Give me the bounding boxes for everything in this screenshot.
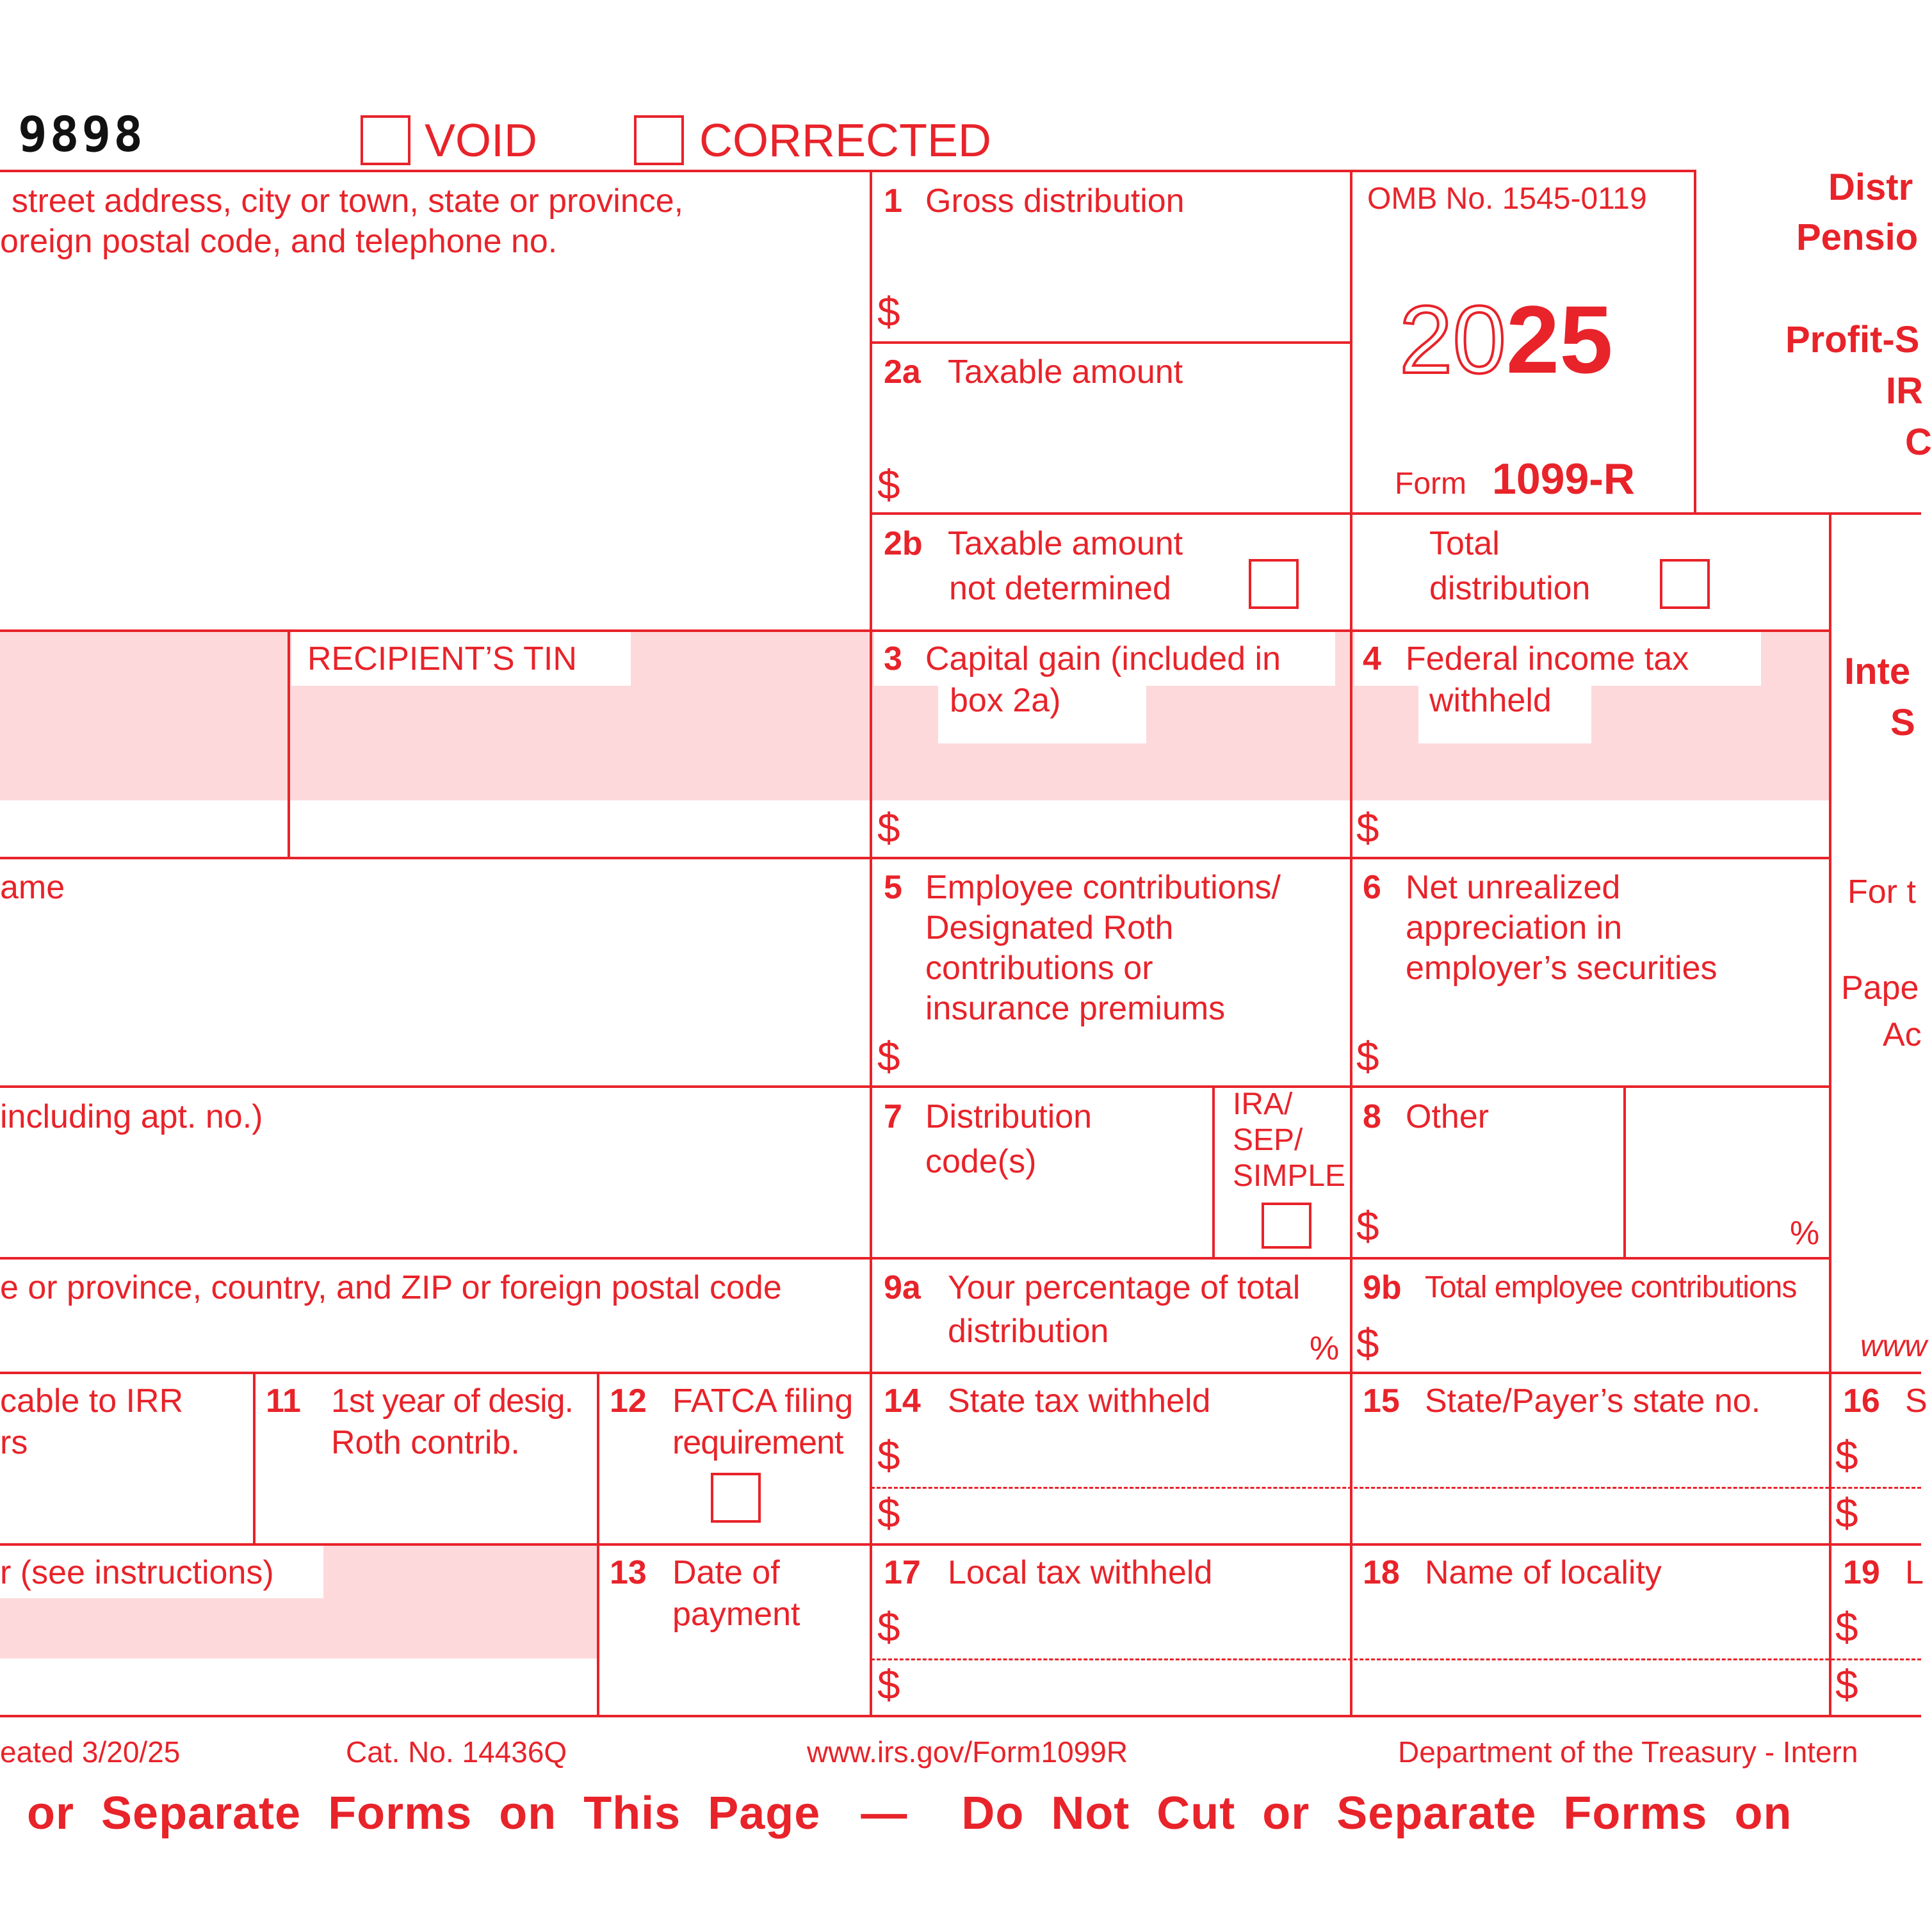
line-b2a-bottom — [871, 512, 1696, 515]
box12-number: 12 — [610, 1382, 647, 1420]
box13-number: 13 — [610, 1554, 647, 1591]
box16-dollar1: $ — [1835, 1432, 1858, 1479]
box14-dollar2: $ — [877, 1490, 900, 1536]
line-tin-bottom — [0, 857, 1830, 859]
box18-input2[interactable] — [1358, 1664, 1825, 1712]
line-form-bottom — [0, 1715, 1921, 1717]
box2b-label1: Taxable amount — [948, 525, 1183, 562]
box4-input[interactable] — [1390, 804, 1825, 852]
void-checkbox[interactable] — [361, 115, 410, 165]
box13-label1: Date of — [672, 1554, 780, 1591]
box8-percent-input[interactable] — [1630, 1203, 1783, 1251]
corrected-label: CORRECTED — [699, 115, 992, 166]
box15-number: 15 — [1363, 1382, 1400, 1420]
box5-label4: insurance premiums — [925, 990, 1226, 1027]
payer-tin-input[interactable] — [0, 634, 285, 852]
box4-number: 4 — [1363, 640, 1381, 677]
line-v-omb-right — [1694, 170, 1696, 512]
box8-input[interactable] — [1390, 1203, 1617, 1251]
box5-label2: Designated Roth — [925, 909, 1174, 946]
box8-label: Other — [1406, 1098, 1490, 1135]
total-dist-checkbox[interactable] — [1660, 559, 1710, 609]
box11-input[interactable] — [263, 1466, 592, 1540]
footer-url: www.irs.gov/Form1099R — [807, 1735, 1128, 1769]
line-v-right — [1829, 512, 1831, 1372]
line-v-mid — [1350, 170, 1352, 1715]
box9a-label1: Your percentage of total — [948, 1269, 1301, 1306]
box2a-dollar: $ — [877, 462, 900, 508]
box5-input[interactable] — [909, 1032, 1338, 1080]
box1-number: 1 — [884, 182, 902, 220]
box6-input[interactable] — [1390, 1032, 1825, 1080]
box3-label2: box 2a) — [950, 682, 1061, 719]
ira-label1: IRA/ — [1233, 1087, 1293, 1121]
box14-label: State tax withheld — [948, 1382, 1211, 1420]
box5-dollar: $ — [877, 1033, 900, 1080]
box3-number: 3 — [884, 640, 902, 677]
box2b-label2: not determined — [949, 570, 1171, 607]
box15-label: State/Payer’s state no. — [1425, 1382, 1761, 1420]
form-code: 9898 — [18, 106, 146, 163]
box19-dollar2: $ — [1835, 1662, 1858, 1708]
box6-label3: employer’s securities — [1406, 950, 1717, 987]
box12-label2: requirement — [672, 1424, 843, 1461]
title-line3: Profit-S — [1785, 319, 1920, 361]
city-state-input[interactable] — [0, 1309, 865, 1368]
box9b-dollar: $ — [1356, 1320, 1379, 1366]
box4-dollar: $ — [1356, 805, 1379, 851]
irs-line2: S — [1890, 702, 1915, 743]
total-dist-label2: distribution — [1429, 570, 1591, 607]
line-b1-bottom — [871, 341, 1351, 344]
box18-input1[interactable] — [1358, 1606, 1825, 1654]
box19-dollar1: $ — [1835, 1604, 1858, 1650]
omb-number: OMB No. 1545-0119 — [1367, 182, 1647, 216]
tax-year — [1399, 288, 1613, 391]
title-line1: Distr — [1828, 166, 1913, 208]
line-right-top — [1696, 512, 1921, 515]
street-address-label: including apt. no.) — [0, 1098, 263, 1135]
box15-input2[interactable] — [1358, 1492, 1825, 1540]
footer-created: eated 3/20/25 — [0, 1735, 181, 1769]
box19-number: 19 — [1843, 1554, 1880, 1591]
line-payer-bottom — [0, 629, 1830, 632]
box1-dollar: $ — [877, 289, 900, 335]
ira-checkbox[interactable] — [1262, 1203, 1311, 1249]
account-number-label: r (see instructions) — [0, 1554, 274, 1591]
box13-input[interactable] — [605, 1639, 865, 1710]
box4-label1: Federal income tax — [1406, 640, 1689, 677]
box9a-label2: distribution — [948, 1313, 1109, 1350]
line-v-ira — [1212, 1085, 1215, 1257]
line-v-b8 — [1623, 1085, 1626, 1257]
box9b-number: 9b — [1363, 1269, 1402, 1306]
box2b-checkbox[interactable] — [1249, 559, 1299, 609]
dash-row14 — [871, 1487, 1921, 1489]
box7-input[interactable] — [909, 1191, 1207, 1252]
title-line2: Pensio — [1796, 216, 1919, 258]
box14-input1[interactable] — [909, 1434, 1338, 1482]
box6-number: 6 — [1363, 869, 1381, 906]
title-line5: C — [1905, 421, 1932, 463]
box9a-input[interactable] — [1165, 1319, 1300, 1367]
box6-label2: appreciation in — [1406, 909, 1623, 946]
box1-label: Gross distribution — [925, 182, 1185, 220]
recipient-tin-label: RECIPIENT’S TIN — [307, 640, 577, 677]
void-label: VOID — [425, 115, 538, 166]
box13-label2: payment — [672, 1596, 800, 1633]
recipient-name-label: ame — [0, 869, 65, 906]
payer-address-line2: oreign postal code, and telephone no. — [0, 223, 558, 260]
box18-label: Name of locality — [1425, 1554, 1662, 1591]
box16-number: 16 — [1843, 1382, 1880, 1420]
box10-label1: cable to IRR — [0, 1382, 184, 1420]
box2a-input[interactable] — [909, 461, 1338, 509]
title-line4: IR — [1886, 370, 1923, 412]
box3-label1: Capital gain (included in — [925, 640, 1281, 677]
box5-label1: Employee contributions/ — [925, 869, 1281, 906]
line-city-bottom — [0, 1372, 1921, 1374]
box18-number: 18 — [1363, 1554, 1400, 1591]
box4-label2: withheld — [1429, 682, 1552, 719]
box14-dollar1: $ — [877, 1432, 900, 1479]
box7-label2: code(s) — [925, 1143, 1037, 1180]
line-v-b11 — [253, 1372, 256, 1543]
box17-label: Local tax withheld — [948, 1554, 1213, 1591]
box6-dollar: $ — [1356, 1033, 1379, 1080]
account-number-input[interactable] — [0, 1601, 592, 1710]
footer-banner: or Separate Forms on This Page — Do Not Cut or Separate Forms on — [27, 1788, 1792, 1839]
box10-label2: rs — [0, 1424, 28, 1461]
footer-cat: Cat. No. 14436Q — [346, 1735, 567, 1769]
box10-input[interactable] — [0, 1466, 247, 1540]
box2a-label: Taxable amount — [948, 353, 1183, 391]
box11-label1: 1st year of desig. — [331, 1382, 573, 1420]
box3-input[interactable] — [909, 804, 1338, 852]
box19-label: L — [1905, 1554, 1924, 1591]
box2a-number: 2a — [884, 353, 921, 391]
box12-checkbox[interactable] — [711, 1473, 761, 1523]
box11-label2: Roth contrib. — [331, 1424, 520, 1461]
box17-number: 17 — [884, 1554, 921, 1591]
tax-year-outline: 20 — [1399, 286, 1506, 393]
line-top — [0, 170, 1696, 172]
box8-percent: % — [1790, 1215, 1820, 1252]
line-v-b12 — [597, 1372, 599, 1715]
line-v-tin — [288, 629, 290, 857]
box6-label1: Net unrealized — [1406, 869, 1621, 906]
box17-dollar1: $ — [877, 1604, 900, 1650]
dash-row17 — [871, 1658, 1921, 1660]
box14-input2[interactable] — [909, 1492, 1338, 1540]
box15-input1[interactable] — [1358, 1434, 1825, 1482]
box2b-number: 2b — [884, 525, 923, 562]
info-line2: Pape — [1841, 969, 1919, 1007]
line-name-bottom — [0, 1085, 1830, 1088]
box5-number: 5 — [884, 869, 902, 906]
box3-dollar: $ — [877, 805, 900, 851]
form-word: Form — [1395, 467, 1466, 501]
box17-input2[interactable] — [909, 1664, 1338, 1712]
form-number: 1099-R — [1492, 455, 1636, 503]
box17-dollar2: $ — [877, 1662, 900, 1708]
city-state-label: e or province, country, and ZIP or foreign postal code — [0, 1269, 782, 1306]
line-v-main — [870, 170, 872, 1715]
info-line1: For t — [1847, 873, 1916, 911]
tax-year-bold: 25 — [1506, 286, 1613, 393]
ira-label3: SIMPLE — [1233, 1159, 1346, 1193]
box9a-percent: % — [1310, 1330, 1340, 1367]
box17-input1[interactable] — [909, 1606, 1338, 1654]
ira-label2: SEP/ — [1233, 1123, 1303, 1157]
corrected-checkbox[interactable] — [634, 115, 684, 165]
box16-label: S — [1905, 1382, 1928, 1420]
irs-line1: Inte — [1844, 651, 1911, 692]
line-row10-bottom — [0, 1543, 1921, 1546]
recipient-name-input[interactable] — [0, 912, 865, 1082]
box11-number: 11 — [266, 1382, 301, 1420]
box9a-number: 9a — [884, 1269, 921, 1306]
box9b-input[interactable] — [1390, 1319, 1825, 1367]
info-line3: Ac — [1883, 1016, 1922, 1053]
box14-number: 14 — [884, 1382, 921, 1420]
box8-dollar: $ — [1356, 1203, 1379, 1249]
line-street-bottom — [0, 1257, 1830, 1260]
box7-label1: Distribution — [925, 1098, 1092, 1135]
line-v-right-lower — [1829, 1372, 1831, 1715]
recipient-tin-input[interactable] — [291, 692, 868, 852]
payer-address-line1: street address, city or town, state or province, — [12, 182, 684, 220]
box16-dollar2: $ — [1835, 1490, 1858, 1536]
box8-number: 8 — [1363, 1098, 1381, 1135]
street-address-input[interactable] — [0, 1140, 865, 1254]
box12-label1: FATCA filing — [672, 1382, 854, 1420]
box9b-label: Total employee contributions — [1425, 1270, 1797, 1304]
box1-input[interactable] — [909, 288, 1338, 336]
box5-label3: contributions or — [925, 950, 1153, 987]
footer-dept: Department of the Treasury - Intern — [1398, 1735, 1858, 1769]
www-label: www — [1860, 1329, 1927, 1363]
total-dist-label1: Total — [1429, 525, 1500, 562]
box7-number: 7 — [884, 1098, 902, 1135]
